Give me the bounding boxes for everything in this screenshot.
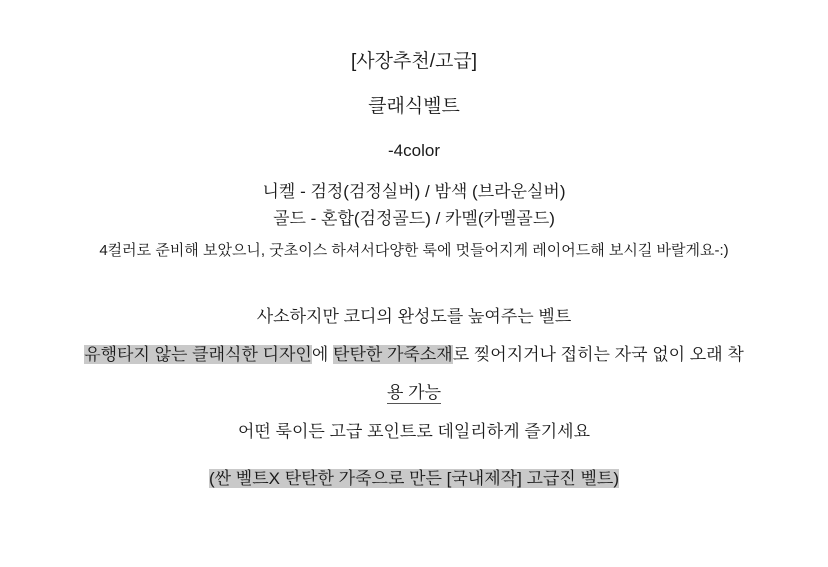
closing-highlight: (싼 벨트X 탄탄한 가죽으로 만든 [국내제작] 고급진 벨트) <box>208 469 620 489</box>
product-description: 4컬러로 준비해 보았으니, 굿초이스 하셔서다양한 룩에 멋들어지게 레이어드해 보시길 바랄게요-:) <box>99 242 729 259</box>
color-option-line-1: 니켈 - 검정(검정실버) / 밤색 (브라운실버) <box>262 182 566 201</box>
product-title: 클래식벨트 <box>368 96 460 117</box>
feature-tail-2: 용 가능 <box>387 383 441 403</box>
feature-tail: 로 찢어지거나 접히는 자국 없이 오래 착 <box>452 345 744 364</box>
feature-highlight-2: 탄탄한 가죽소재 <box>333 345 453 364</box>
color-option-line-2: 골드 - 혼합(검정골드) / 카멜(카멜골드) <box>273 209 555 228</box>
closing-line <box>20 470 808 487</box>
body-line-1: 사소하지만 코디의 완성도를 높여주는 벨트 <box>256 307 572 326</box>
product-tag: [사장추천/고급] <box>351 51 477 72</box>
feature-mid-1: 에 <box>311 345 334 364</box>
body-line-2: 어떤 룩이든 고급 포인트로 데일리하게 즐기세요 <box>237 422 591 442</box>
feature-line-continued <box>20 384 808 401</box>
feature-highlight-1: 유행타지 않는 클래식한 디자인 <box>84 345 312 364</box>
feature-line <box>20 341 808 368</box>
product-subtitle: -4color <box>388 141 440 160</box>
